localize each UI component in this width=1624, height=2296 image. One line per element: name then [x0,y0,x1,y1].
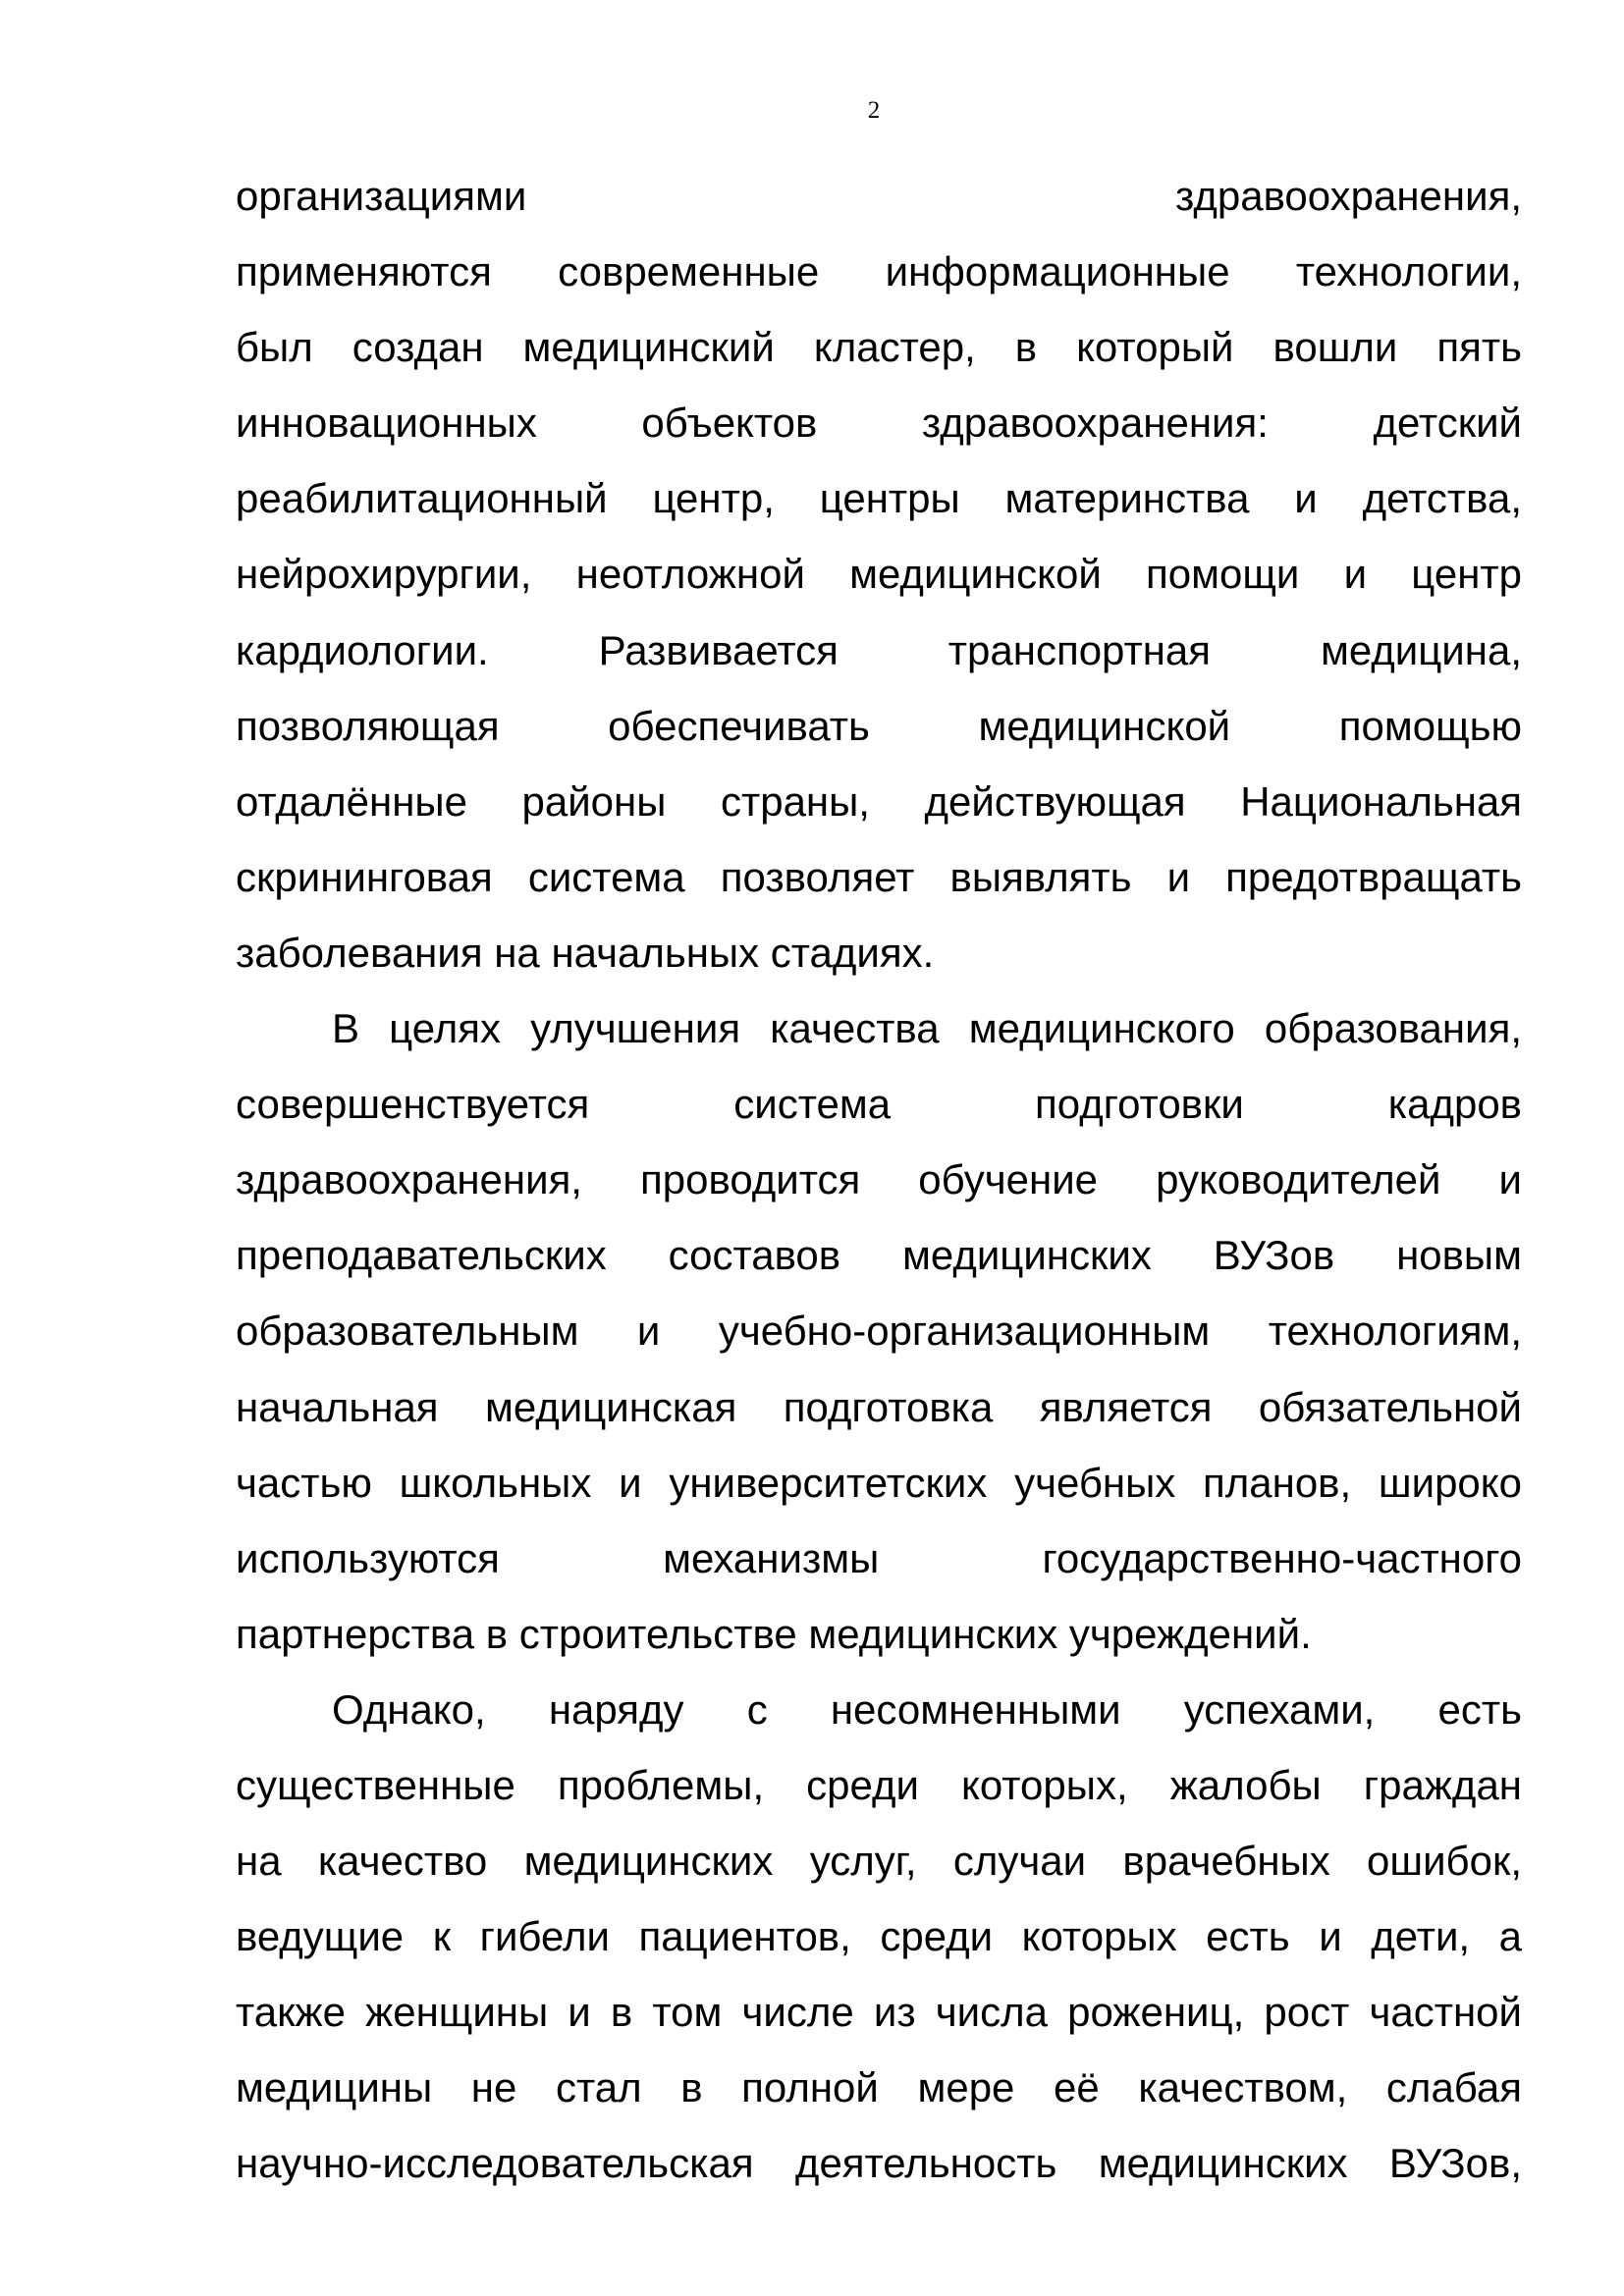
text-line: заболевания на начальных стадиях. [236,929,935,976]
text-line: научно-исследовательская деятельность медицинских ВУЗов, [236,2140,1522,2187]
text-line: частью школьных и университетских учебных планов, широко [236,1459,1522,1506]
text-line: на качество медицинских услуг, случаи врачебных ошибок, [236,1838,1522,1885]
text-line: существенные проблемы, среди которых, жалобы граждан [236,1761,1522,1808]
text-line: образовательным и учебно-организационным технологиям, [236,1308,1522,1355]
text-line: совершенствуется система подготовки кадров [236,1081,1522,1128]
text-line: кардиологии. Развивается транспортная медицина, [236,626,1522,673]
text-line: применяются современные информационные технологии, [236,248,1522,295]
text-line: скрининговая система позволяет выявлять и предотвращать [236,853,1522,900]
text-line: Однако, наряду с несомненными успехами, есть [332,1685,1522,1733]
text-line: был создан медицинский кластер, в который вошли пять [236,324,1522,371]
text-line: В целях улучшения качества медицинского образования, [332,1005,1522,1052]
text-line: организациями здравоохранения, [236,173,1522,219]
text-line: используются механизмы государственно-частного [236,1534,1522,1581]
text-line: преподавательских составов медицинских ВУЗов новым [236,1232,1522,1279]
text-line: нейрохирургии, неотложной медицинской помощи и центр [236,551,1522,598]
text-line: ведущие к гибели пациентов, среди которых есть и дети, а [236,1913,1522,1960]
body-text [236,169,1522,2213]
text-line: также женщины и в том числе из числа рожениц, рост частной [236,1989,1522,2036]
text-line: инновационных объектов здравоохранения: детский [236,400,1522,447]
text-line: партнерства в строительстве медицинских учреждений. [236,1610,1312,1657]
page-number: 2 [867,97,881,124]
text-line: отдалённые районы страны, действующая Национальная [236,777,1522,825]
text-line: здравоохранения, проводится обучение руководителей и [236,1156,1522,1203]
text-line: реабилитационный центр, центры материнства и детства, [236,475,1522,522]
text-line: медицины не стал в полной мере её качеством, слабая [236,2064,1522,2111]
text-line: позволяющая обеспечивать медицинской помощью [236,702,1522,749]
text-line: начальная медицинская подготовка является обязательной [236,1383,1522,1430]
